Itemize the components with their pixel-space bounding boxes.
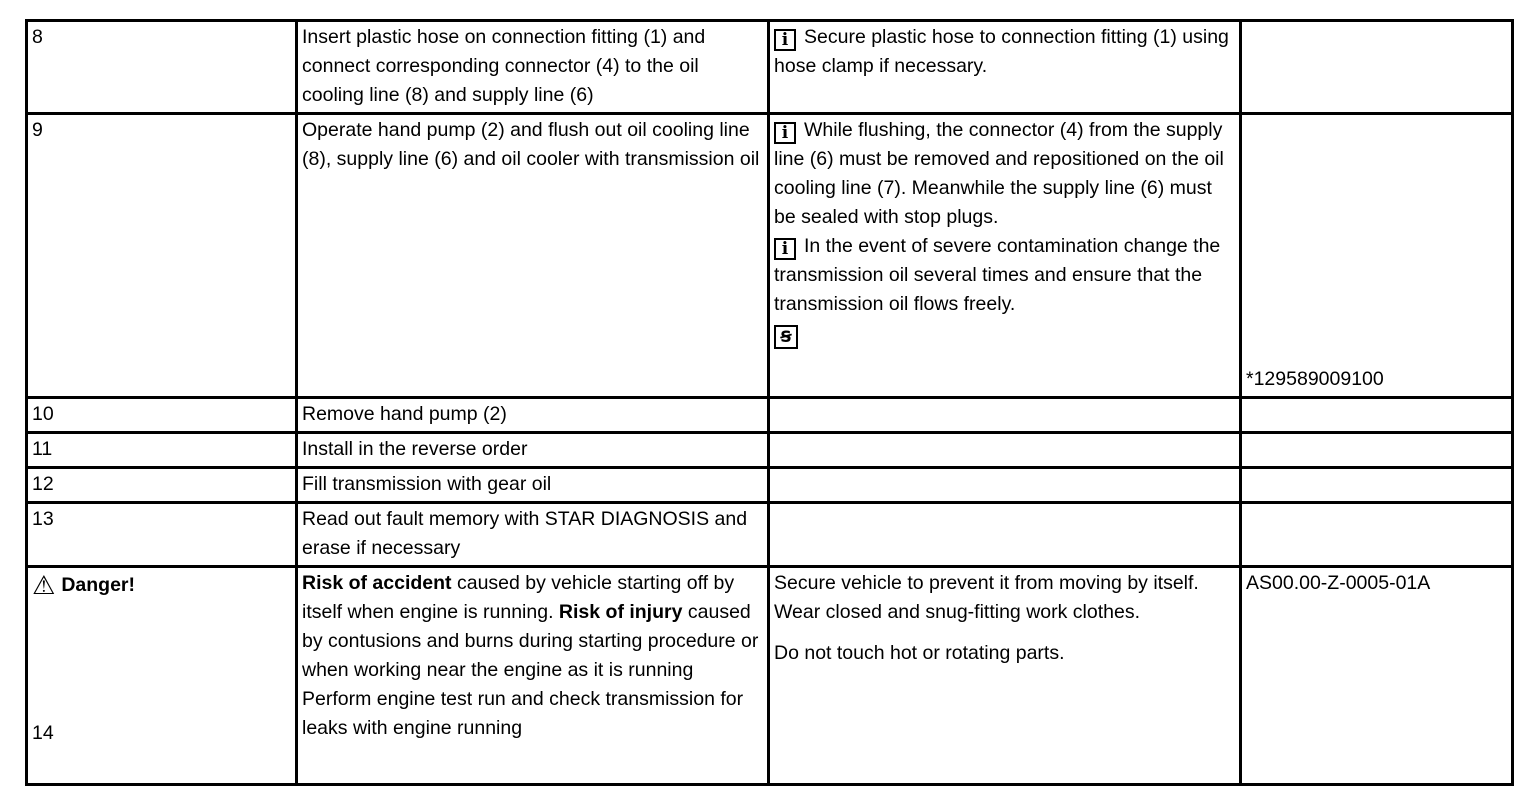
step-number: 11 xyxy=(27,433,297,468)
step-reference xyxy=(1241,21,1513,114)
note-text: While flushing, the connector (4) from the supply line (6) must be removed and repositioned on the oil cooling line (7). Meanwhile the supply line (6) must be sealed with stop plugs. xyxy=(774,119,1224,228)
danger-measures xyxy=(769,567,1241,785)
note-text: In the event of severe contamination change the transmission oil several times and ensure that the transmission oil flows freely. xyxy=(774,235,1221,315)
step-action: Perform engine test run and check transmission for leaks with engine running xyxy=(302,688,744,739)
danger-label: Danger! xyxy=(61,574,135,596)
step-number: 10 xyxy=(27,398,297,433)
info-icon: i xyxy=(774,29,796,51)
table-row xyxy=(27,567,1513,785)
step-action: Fill transmission with gear oil xyxy=(297,468,769,503)
risk-accident-text: caused by vehicle starting off by itself when engine is running. xyxy=(302,572,735,623)
step-reference xyxy=(1241,503,1513,567)
step-note xyxy=(769,468,1241,503)
measure-text: Wear closed and snug-fitting work clothes. xyxy=(774,601,1140,623)
step-action: Install in the reverse order xyxy=(297,433,769,468)
step-number: 8 xyxy=(27,21,297,114)
warning-triangle-icon: ⚠ xyxy=(32,571,56,601)
procedure-table xyxy=(25,19,1514,786)
risk-accident-label: Risk of accident xyxy=(302,572,452,594)
step-reference xyxy=(1241,433,1513,468)
step-note xyxy=(769,114,1241,398)
step-number: 13 xyxy=(27,503,297,567)
step-note xyxy=(769,433,1241,468)
risk-injury-label: Risk of injury xyxy=(558,601,683,623)
danger-reference: AS00.00-Z-0005-01A xyxy=(1241,567,1513,785)
tool-number: *129589009100 xyxy=(1246,368,1384,390)
risk-injury-text: caused by contusions and burns during starting procedure or when working near the engine as it is running xyxy=(302,601,759,681)
step-note xyxy=(769,21,1241,114)
table-row xyxy=(27,114,1513,398)
step-action: Insert plastic hose on connection fitting (1) and connect corresponding connector (4) to the oil cooling line (8) and supply line (6) xyxy=(297,21,769,114)
table-row xyxy=(27,433,1513,468)
table-row xyxy=(27,21,1513,114)
danger-heading xyxy=(32,571,291,600)
table-row xyxy=(27,398,1513,433)
step-number: 9 xyxy=(27,114,297,398)
measure-text: Do not touch hot or rotating parts. xyxy=(774,642,1065,664)
step-reference xyxy=(1241,398,1513,433)
risk-description xyxy=(302,569,763,685)
step-note xyxy=(769,398,1241,433)
step-number: 14 xyxy=(32,722,54,744)
special-tool-icon: Ꞩ xyxy=(774,325,798,349)
table-row xyxy=(27,503,1513,567)
table-row xyxy=(27,468,1513,503)
step-reference xyxy=(1241,468,1513,503)
info-icon: i xyxy=(774,238,796,260)
step-reference xyxy=(1241,114,1513,398)
danger-cell xyxy=(27,567,297,785)
step-number: 12 xyxy=(27,468,297,503)
step-action: Operate hand pump (2) and flush out oil cooling line (8), supply line (6) and oil cooler with transmission oil xyxy=(297,114,769,398)
info-icon: i xyxy=(774,122,796,144)
note-text: Secure plastic hose to connection fitting (1) using hose clamp if necessary. xyxy=(774,26,1229,77)
step-note xyxy=(769,503,1241,567)
measure-text: Secure vehicle to prevent it from moving by itself. xyxy=(774,572,1199,594)
step-action: Remove hand pump (2) xyxy=(297,398,769,433)
step-action: Read out fault memory with STAR DIAGNOSIS and erase if necessary xyxy=(297,503,769,567)
danger-risk xyxy=(297,567,769,785)
